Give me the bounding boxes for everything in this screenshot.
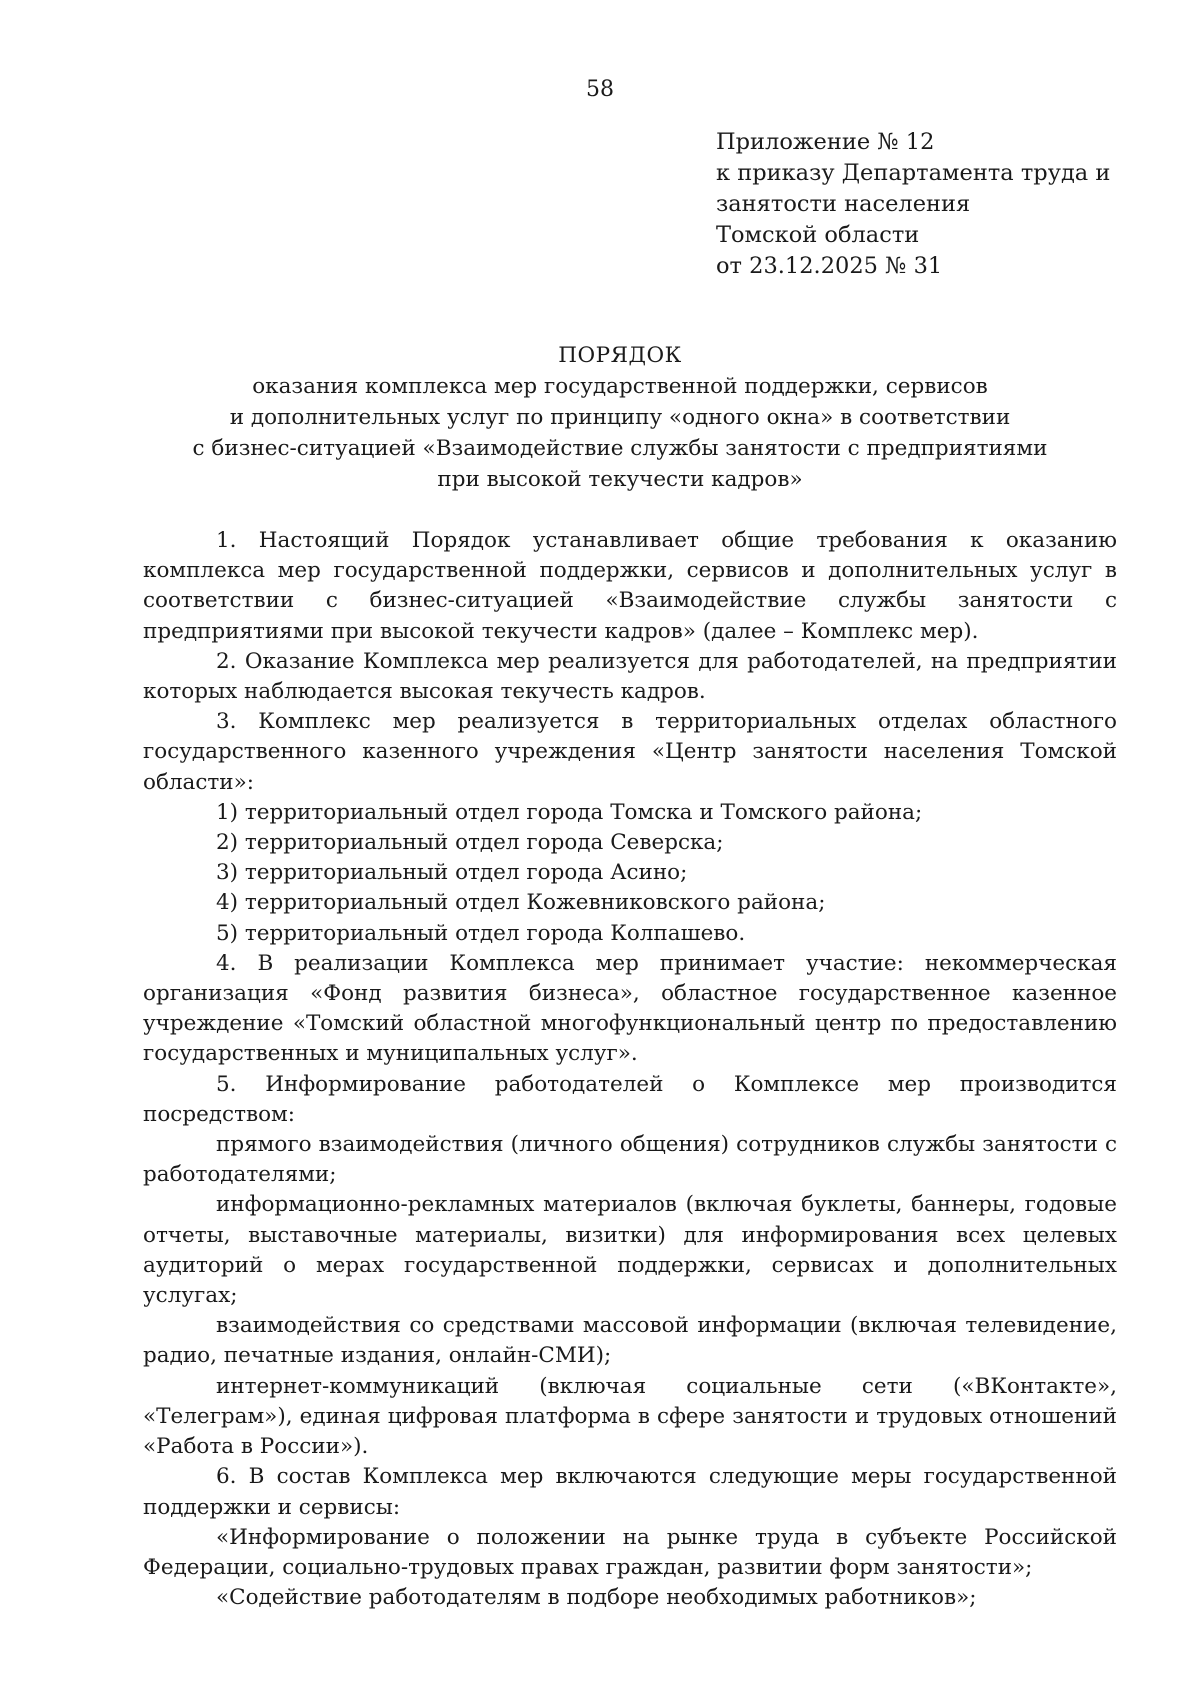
paragraph: интернет-коммуникаций (включая социальные сети («ВКонтакте», «Телеграм»), единая цифровая платформа в сфере занятости и трудовых отношений «Работа в России»). xyxy=(143,1373,1117,1460)
paragraph: «Содействие работодателям в подборе необходимых работников»; xyxy=(216,1585,977,1611)
paragraph: 5. Информирование работодателей о Комплексе мер производится посредством: xyxy=(143,1071,1117,1127)
appendix-line: от 23.12.2025 № 31 xyxy=(716,253,943,279)
appendix-line: занятости населения xyxy=(716,191,971,217)
paragraph: 6. В состав Комплекса мер включаются следующие меры государственной поддержки и сервисы: xyxy=(143,1464,1117,1520)
paragraph: «Информирование о положении на рынке труда в субъекте Российской Федерации, социально-трудовых правах граждан, развитии форм занятости»; xyxy=(143,1524,1117,1580)
paragraph: 3. Комплекс мер реализуется в территориальных отделах областного государственного казенного учреждения «Центр занятости населения Томской области»: xyxy=(143,709,1117,795)
document-subtitle-line: с бизнес-ситуацией «Взаимодействие службы занятости с предприятиями xyxy=(192,436,1048,461)
paragraph: информационно-рекламных материалов (включая буклеты, баннеры, годовые отчеты, выставочные материалы, визитки) для информирования всех целевых аудиторий о мерах государственной поддержки, сервисах и дополнительных услугах; xyxy=(143,1192,1117,1309)
document-body xyxy=(143,526,1117,1613)
list-item: 2) территориальный отдел города Северска; xyxy=(216,830,724,856)
appendix-header xyxy=(716,127,1156,282)
appendix-line: Томской области xyxy=(716,222,920,248)
list-item: 3) территориальный отдел города Асино; xyxy=(216,860,688,886)
paragraph: взаимодействия со средствами массовой информации (включая телевидение, радио, печатные издания, онлайн-СМИ); xyxy=(143,1313,1117,1369)
appendix-line: Приложение № 12 xyxy=(716,129,935,155)
document-subtitle-line: и дополнительных услуг по принципу «одного окна» в соответствии xyxy=(229,405,1011,430)
paragraph: 1. Настоящий Порядок устанавливает общие требования к оказанию комплекса мер государственной поддержки, сервисов и дополнительных услуг в соответствии с бизнес-ситуацией «Взаимодействие службы занятости с предприятиями при высокой текучести кадров» (далее – Комплекс мер). xyxy=(143,528,1117,644)
appendix-line: к приказу Департамента труда и xyxy=(716,160,1111,186)
paragraph: прямого взаимодействия (личного общения) сотрудников службы занятости с работодателями; xyxy=(143,1132,1117,1188)
list-item: 1) территориальный отдел города Томска и Томского района; xyxy=(216,799,923,825)
paragraph: 2. Оказание Комплекса мер реализуется для работодателей, на предприятии которых наблюдается высокая текучесть кадров. xyxy=(143,648,1117,705)
document-heading: ПОРЯДОК xyxy=(558,343,682,368)
paragraph: 4. В реализации Комплекса мер принимает участие: некоммерческая организация «Фонд развития бизнеса», областное государственное казенное учреждение «Томский областной многофункциональный центр по предоставлению государственных и муниципальных услуг». xyxy=(143,950,1117,1067)
page-number: 58 xyxy=(586,77,614,102)
list-item: 5) территориальный отдел города Колпашево. xyxy=(216,920,746,946)
document-title-block xyxy=(120,340,1120,495)
document-subtitle-line: при высокой текучести кадров» xyxy=(437,467,803,492)
document-subtitle-line: оказания комплекса мер государственной поддержки, сервисов xyxy=(252,374,988,399)
list-item: 4) территориальный отдел Кожевниковского района; xyxy=(216,890,826,916)
